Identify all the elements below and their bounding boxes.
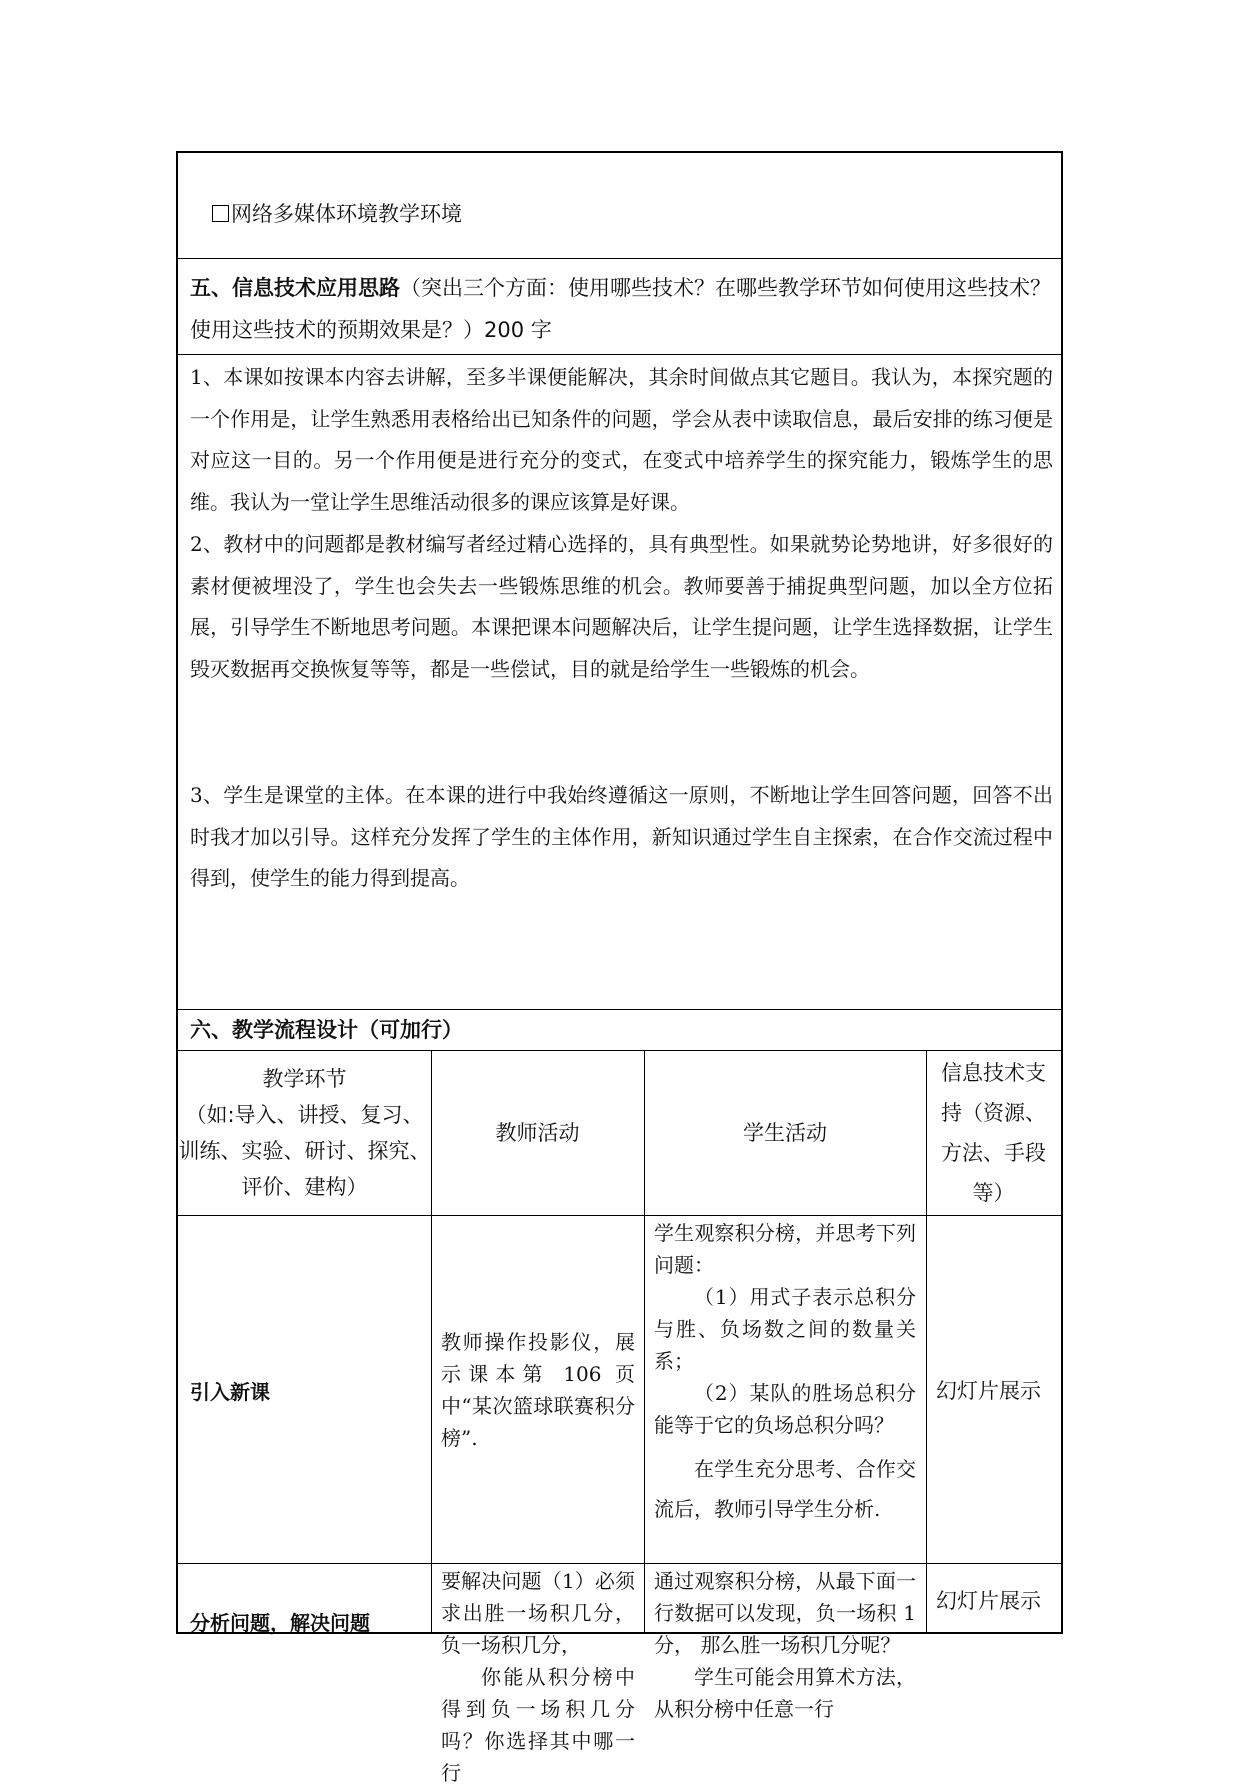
header-tech: [926, 1050, 1061, 1215]
teacher-activity-cell: [441, 1215, 635, 1565]
teacher-activity-text: 教师操作投影仪，展示课本第 106 页中“某次篮球联赛积分榜”.: [441, 1330, 635, 1450]
divider: [178, 1009, 1061, 1010]
tech-support-cell: 幻灯片展示: [936, 1588, 1041, 1613]
header-student-label: 学生活动: [743, 1120, 827, 1145]
environment-option: [212, 198, 462, 228]
section5-heading: [190, 267, 1051, 351]
header-student: [644, 1050, 926, 1215]
divider: [178, 354, 1061, 355]
stage-cell: 分析问题，解决问题: [190, 1611, 370, 1635]
teacher-activity-text: 你能从积分榜中得到负一场积几分吗？你选择其中哪一行: [441, 1665, 635, 1785]
header-tech-line: 等）: [972, 1180, 1015, 1205]
teacher-activity-text: 要解决问题（1）必须求出胜一场积几分，负一场积几分，: [441, 1569, 635, 1657]
header-teacher: [431, 1050, 644, 1215]
student-activity-text: （2）某队的胜场总积分能等于它的负场总积分吗？: [654, 1381, 916, 1437]
header-stage: [178, 1050, 431, 1215]
student-activity-cell: [654, 1217, 916, 1563]
student-activity-text: 学生观察积分榜，并思考下列问题：: [654, 1221, 916, 1277]
stage-cell: 引入新课: [190, 1379, 270, 1404]
section5-paragraph-3: 3、学生是课堂的主体。在本课的进行中我始终遵循这一原则，不断地让学生回答问题，回答不出时我才加以引导。这样充分发挥了学生的主体作用，新知识通过学生自主探索，在合作交流过程中得到，使学生的能力得到提高。: [190, 783, 1053, 891]
divider: [178, 258, 1061, 259]
student-activity-text: 通过观察积分榜，从最下面一行数据可以发现，负一场积 1 分， 那么胜一场积几分呢？: [654, 1569, 916, 1657]
student-activity-text: （1）用式子表示总积分与胜、负场数之间的数量关系；: [654, 1285, 916, 1373]
environment-option-label: 网络多媒体环境教学环境: [231, 202, 462, 226]
section5-title: 五、信息技术应用思路: [190, 276, 400, 300]
checkbox-icon[interactable]: [212, 205, 229, 222]
student-activity-text: 在学生充分思考、合作交流后，教师引导学生分析.: [654, 1457, 916, 1521]
tech-support-cell: 幻灯片展示: [936, 1379, 1041, 1403]
header-tech-line: 信息技术支: [941, 1060, 1046, 1085]
teacher-activity-cell: [441, 1565, 635, 1785]
header-teacher-label: 教师活动: [495, 1120, 580, 1145]
document-table: [176, 151, 1063, 1785]
header-tech-line: 方法、手段: [941, 1140, 1046, 1165]
header-stage-line: （如:导入、讲授、复习、: [185, 1102, 424, 1127]
section5-paragraph-2: 2、教材中的问题都是教材编写者经过精心选择的，具有典型性。如果就势论势地讲，好多很好的素材便被埋没了，学生也会失去一些锻炼思维的机会。教师要善于捕捉典型问题，加以全方位拓展，引导学生不断地思考问题。本课把课本问题解决后，让学生提问题，让学生选择数据，让学生毁灭数据再交换恢复等等，都是一些偿试，目的就是给学生一些锻炼的机会。: [190, 532, 1053, 681]
section5-paragraph-1: 1、本课如按课本内容去讲解，至多半课便能解决，其余时间做点其它题目。我认为，本探究题的一个作用是，让学生熟悉用表格给出已知条件的问题，学会从表中读取信息，最后安排的练习便是对应这一目的。另一个作用便是进行充分的变式，在变式中培养学生的探究能力，锻炼学生的思维。我认为一堂让学生思维活动很多的课应该算是好课。: [190, 365, 1053, 514]
header-stage-line: 教学环节: [262, 1066, 347, 1091]
header-stage-line: 评价、建构）: [241, 1174, 368, 1199]
section6-title: 六、教学流程设计（可加行）: [190, 1018, 463, 1042]
section5-note: （突出三个方面：使用哪些技术？在哪些教学环节如何使用这些技术？使用这些技术的预期效果是？）200 字: [190, 276, 1051, 342]
header-stage-line: 训练、实验、研讨、探究、: [178, 1138, 431, 1163]
header-tech-line: 持（资源、: [941, 1100, 1046, 1125]
student-activity-cell: [654, 1565, 916, 1721]
student-activity-text: 学生可能会用算术方法，从积分榜中任意一行: [654, 1665, 916, 1721]
